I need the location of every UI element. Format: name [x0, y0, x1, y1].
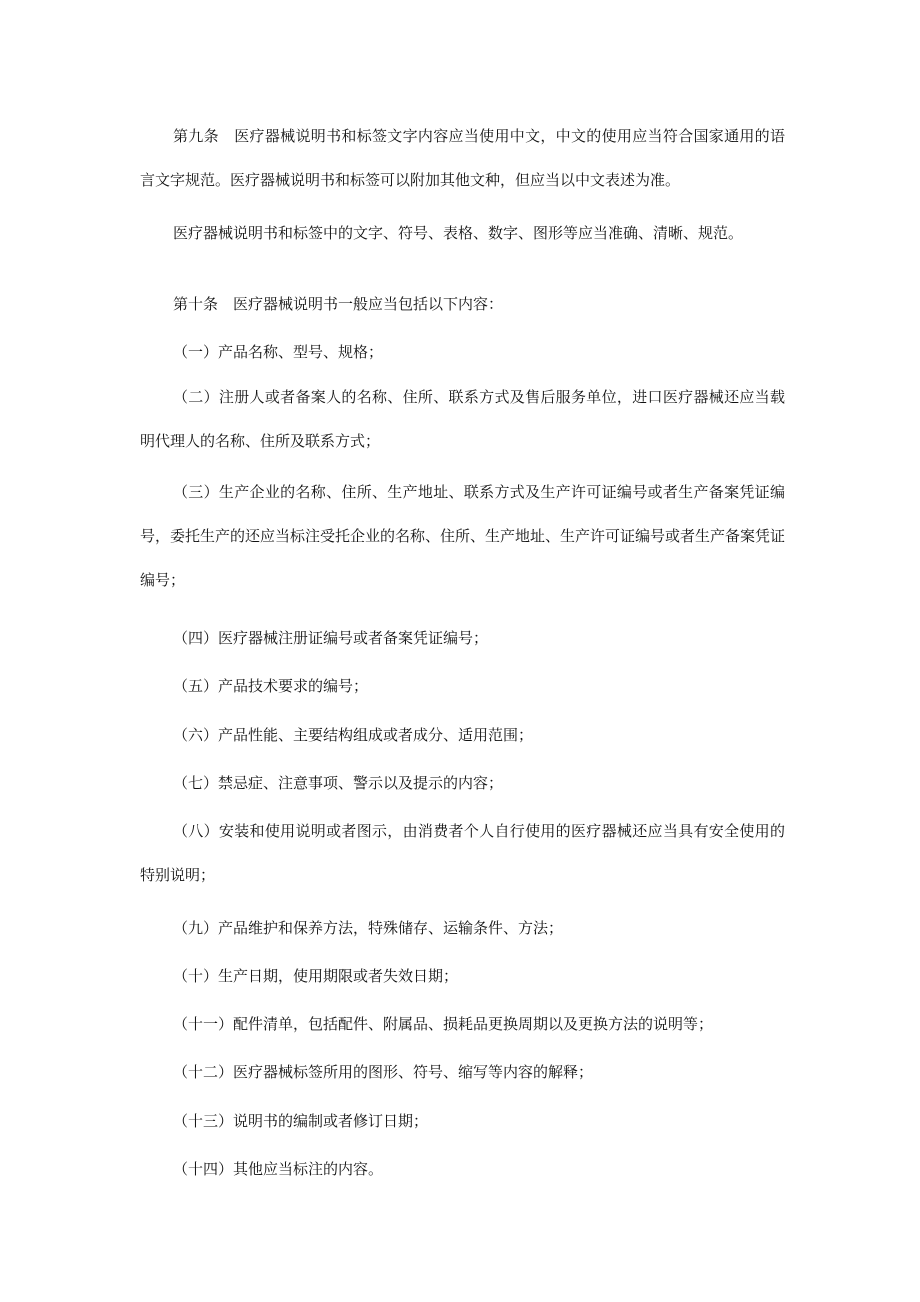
list-item: （一）产品名称、型号、规格；	[173, 343, 384, 361]
list-item: （七）禁忌症、注意事项、警示以及提示的内容；	[173, 774, 504, 792]
list-item: （五）产品技术要求的编号；	[173, 677, 369, 695]
article-10-intro: 第十条 医疗器械说明书一般应当包括以下内容：	[173, 295, 504, 313]
list-item: （十二）医疗器械标签所用的图形、符号、缩写等内容的解释；	[173, 1063, 594, 1081]
list-item: （十四）其他应当标注的内容。	[173, 1160, 384, 1178]
list-item: （二）注册人或者备案人的名称、住所、联系方式及售后服务单位，进口医疗器械还应当载明代理人的名称、住所及联系方式；	[140, 388, 785, 450]
list-item: （十）生产日期，使用期限或者失效日期；	[173, 967, 459, 985]
list-item: （三）生产企业的名称、住所、生产地址、联系方式及生产许可证编号或者生产备案凭证编号，委托生产的还应当标注受托企业的名称、住所、生产地址、生产许可证编号或者生产备案凭证编号；	[140, 483, 786, 589]
article-9-paragraph-2: 医疗器械说明书和标签中的文字、符号、表格、数字、图形等应当准确、清晰、规范。	[173, 224, 744, 242]
list-item: （十三）说明书的编制或者修订日期；	[173, 1112, 429, 1130]
list-item: （九）产品维护和保养方法，特殊储存、运输条件、方法；	[173, 919, 564, 937]
list-item: （十一）配件清单，包括配件、附属品、损耗品更换周期以及更换方法的说明等；	[173, 1015, 714, 1033]
list-item: （八）安装和使用说明或者图示，由消费者个人自行使用的医疗器械还应当具有安全使用的特别说明；	[140, 822, 785, 884]
article-9-paragraph-1: 第九条 医疗器械说明书和标签文字内容应当使用中文，中文的使用应当符合国家通用的语言文字规范。医疗器械说明书和标签可以附加其他文种，但应当以中文表述为准。	[140, 127, 785, 189]
list-item: （六）产品性能、主要结构组成或者成分、适用范围；	[173, 726, 534, 744]
list-item: （四）医疗器械注册证编号或者备案凭证编号；	[173, 629, 489, 647]
